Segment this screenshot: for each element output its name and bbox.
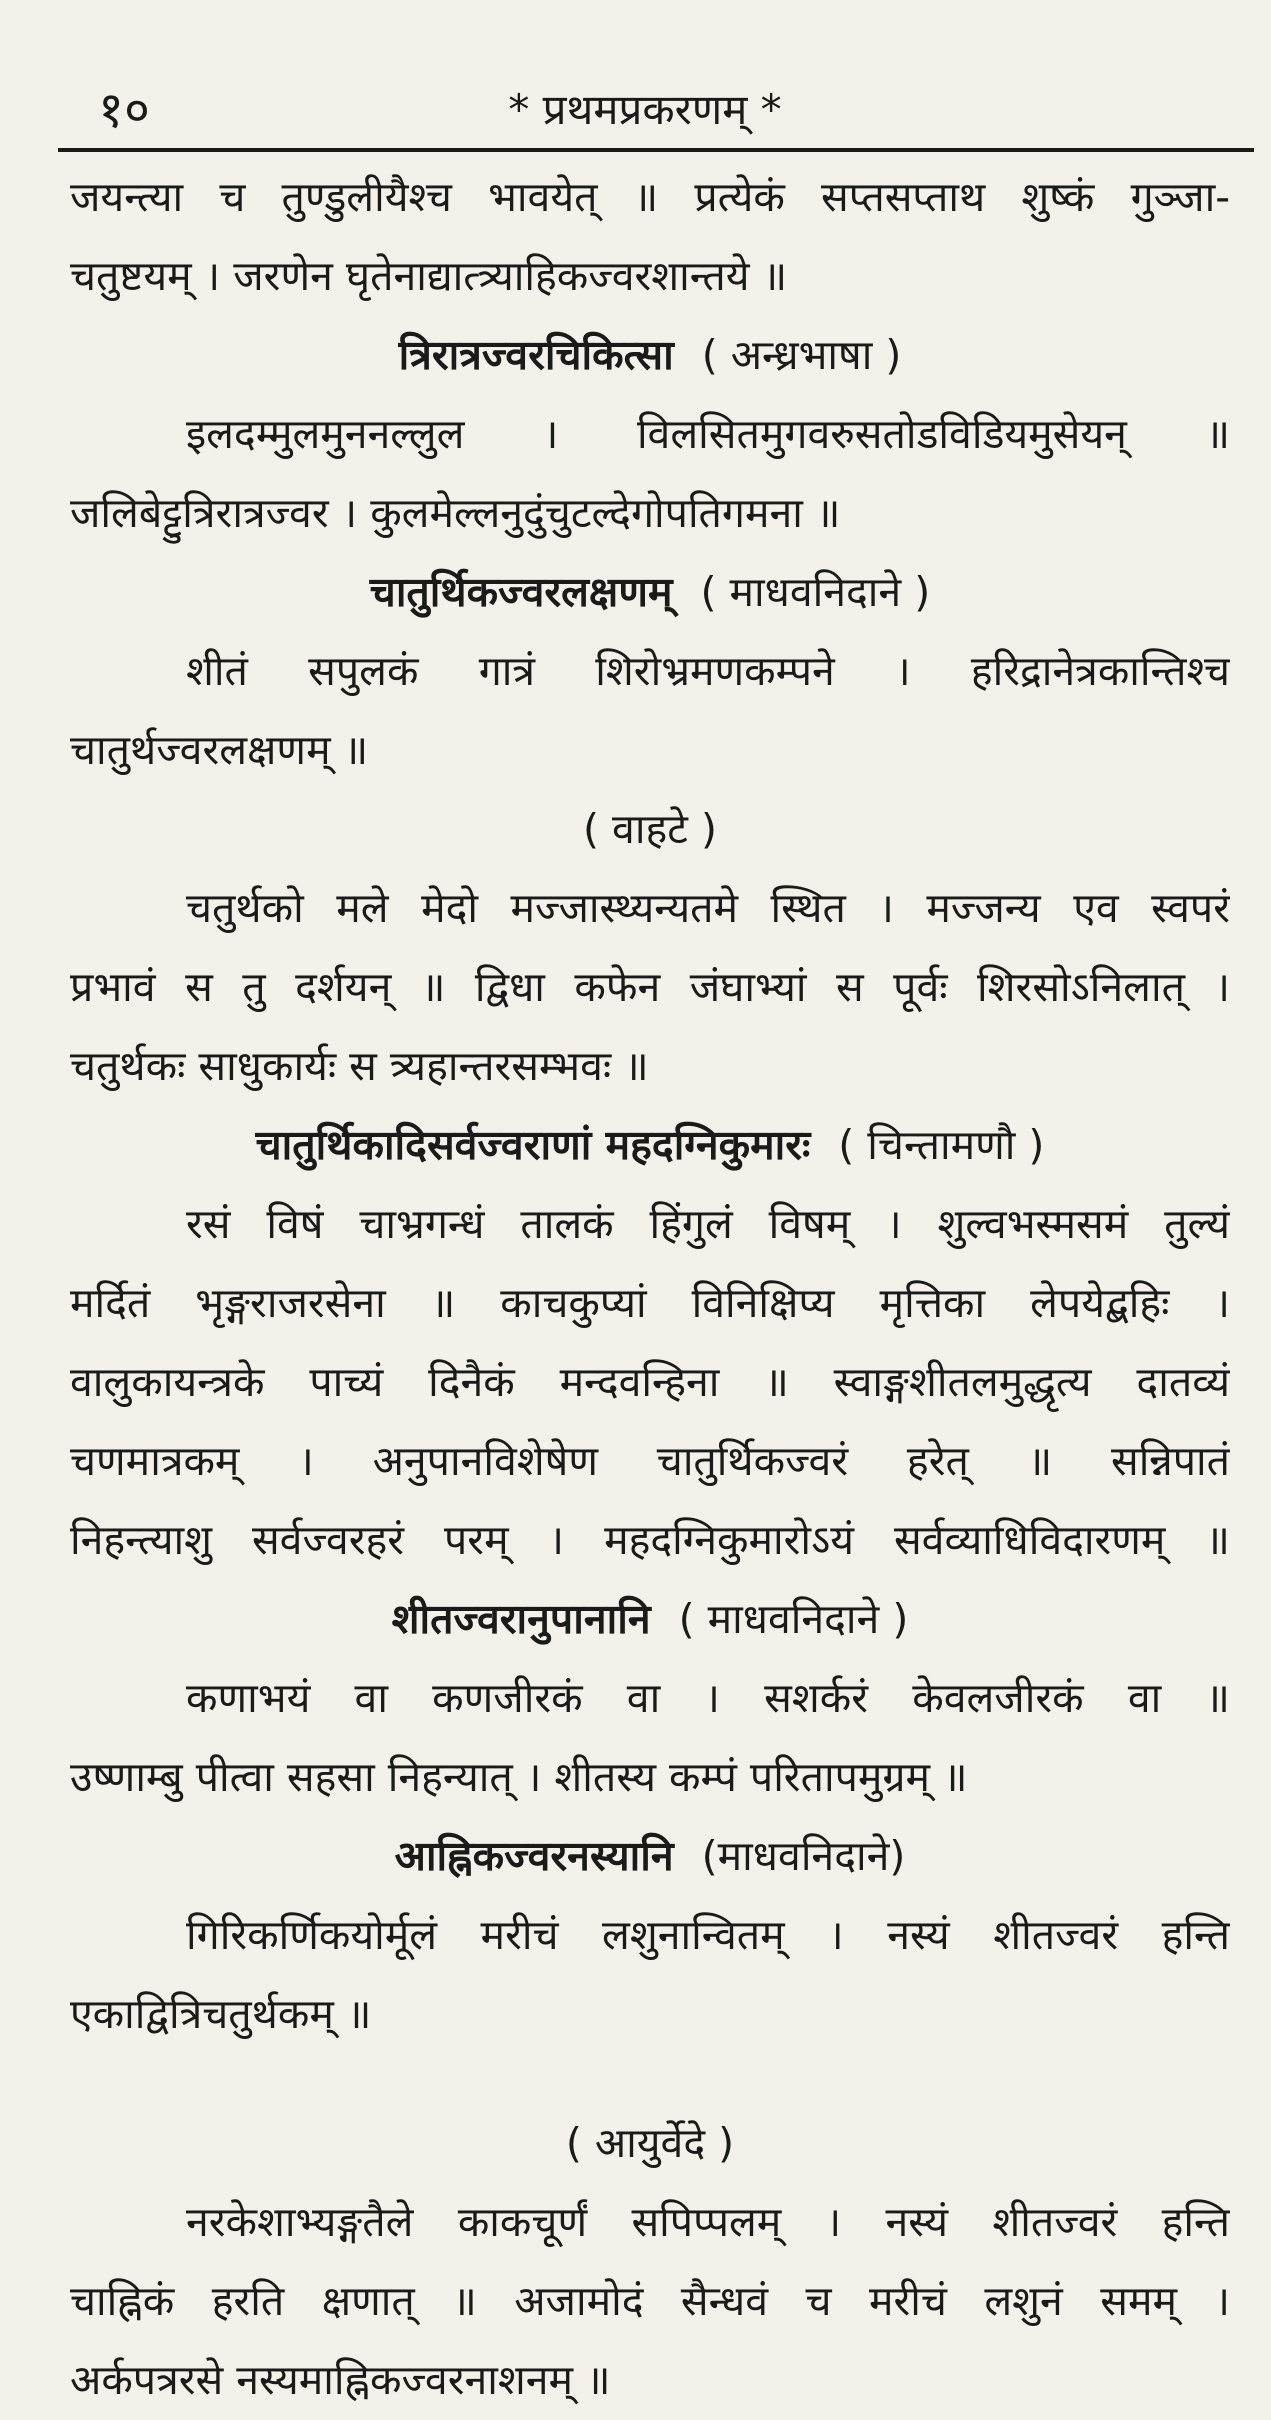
text-line: प्रभावं स तु दर्शयन् ॥ द्विधा कफेन जंघाभ्यां स पूर्वः शिरसोऽनिलात् । (70, 963, 1230, 1011)
text-line: नरकेशाभ्यङ्गतैले काकचूर्णं सपिप्पलम् । नस्यं शीतज्वरं हन्ति (186, 2198, 1230, 2246)
text-line: इलदम्मुलमुननल्लुल । विलसितमुगवरुसतोडविडियमुसेयन् ॥ (186, 410, 1230, 458)
section-heading (70, 2104, 1230, 2183)
heading-title: चातुर्थिकज्वरलक्षणम् (369, 568, 673, 616)
heading-title: त्रिरात्रज्वरचिकित्सा (398, 331, 674, 379)
text-line: उष्णाम्बु पीत्वा सहसा निहन्यात् । शीतस्य कम्पं परितापमुग्रम् ॥ (70, 1753, 968, 1801)
heading-title: चातुर्थिकादिसर्वज्वराणां महदग्निकुमारः (255, 1121, 811, 1169)
heading-source: ( माधवनिदाने ) (700, 568, 931, 616)
header-rule (58, 148, 1254, 152)
heading-source: ( वाहटे ) (583, 805, 717, 853)
text-line: चतुर्थको मले मेदो मज्जास्थ्यन्यतमे स्थित । मज्जन्य एव स्वपरं (186, 884, 1230, 932)
section-heading (70, 1580, 1230, 1659)
heading-title: शीतज्वरानुपानानि (391, 1595, 651, 1643)
text-line: चतुर्थकः साधुकार्यः स त्र्यहान्तरसम्भवः ॥ (70, 1042, 649, 1090)
heading-source: ( अन्ध्रभाषा ) (701, 331, 902, 379)
text-line: चतुष्टयम् । जरणेन घृतेनाद्यात्त्र्याहिकज्वरशान्तये ॥ (70, 252, 788, 300)
text-line: कणाभयं वा कणजीरकं वा । सशर्करं केवलजीरकं वा ॥ (186, 1674, 1230, 1722)
section-heading (70, 553, 1230, 632)
heading-source: (माधवनिदाने) (701, 1832, 906, 1880)
text-line: एकाद्वित्रिचतुर्थकम् ॥ (70, 1990, 372, 2038)
heading-title: आह्निकज्वरनस्यानि (394, 1832, 674, 1880)
text-line: शीतं सपुलकं गात्रं शिरोभ्रमणकम्पने । हरिद्रानेत्रकान्तिश्च (186, 647, 1230, 695)
heading-source: ( आयुर्वेदे ) (565, 2119, 735, 2167)
text-line: निहन्त्याशु सर्वज्वरहरं परम् । महदग्निकुमारोऽयं सर्वव्याधिविदारणम् ॥ (70, 1516, 1230, 1564)
section-heading (70, 790, 1230, 869)
text-line: अर्कपत्ररसे नस्यमाह्निकज्वरनाशनम् ॥ (70, 2356, 611, 2404)
section-heading (70, 316, 1230, 395)
text-line: गिरिकर्णिकयोर्मूलं मरीचं लशुनान्वितम् । नस्यं शीतज्वरं हन्ति (186, 1911, 1230, 1959)
text-line: जयन्त्या च तुण्डुलीयैश्च भावयेत् ॥ प्रत्येकं सप्तसप्ताथ शुष्कं गुञ्जा- (70, 173, 1230, 221)
section-heading (70, 1106, 1230, 1185)
blank-gap (70, 2054, 1230, 2104)
page-header (60, 75, 1230, 145)
text-line: चातुर्थज्वरलक्षणम् ॥ (70, 726, 369, 774)
page-number: १० (98, 81, 150, 139)
heading-source: ( चिन्तामणौ ) (838, 1121, 1045, 1169)
text-line: मर्दितं भृङ्गराजरसेना ॥ काचकुप्यां विनिक्षिप्य मृत्तिका लेपयेद्बहिः । (70, 1279, 1230, 1327)
text-line: रसं विषं चाभ्रगन्धं तालकं हिंगुलं विषम् । शुल्वभस्मसमं तुल्यं (186, 1200, 1230, 1248)
text-body (70, 158, 1230, 2420)
heading-source: ( माधवनिदाने ) (678, 1595, 909, 1643)
running-title: * प्रथमप्रकरणम् * (508, 85, 782, 134)
text-line: चणमात्रकम् । अनुपानविशेषेण चातुर्थिकज्वरं हरेत् ॥ सन्निपातं (70, 1437, 1230, 1485)
text-line: जलिबेट्टुत्रिरात्रज्वर । कुलमेल्लनुदुंचुटल्देगोपतिगमना ॥ (70, 489, 841, 537)
text-line: चाह्निकं हरति क्षणात् ॥ अजामोदं सैन्धवं च मरीचं लशुनं समम् । (70, 2277, 1230, 2325)
section-heading (70, 1817, 1230, 1896)
text-line: वालुकायन्त्रके पाच्यं दिनैकं मन्दवन्हिना ॥ स्वाङ्गशीतलमुद्धृत्य दातव्यं (70, 1358, 1230, 1406)
